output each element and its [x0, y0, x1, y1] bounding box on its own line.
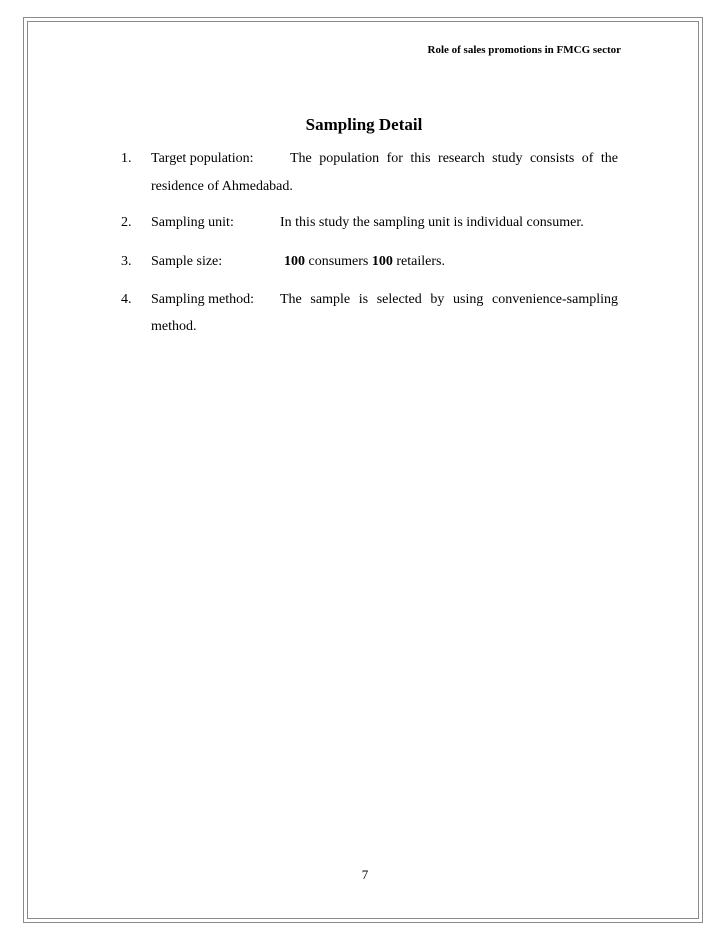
item-3-text: [284, 253, 445, 270]
item-3-label: Sample size:: [151, 254, 223, 269]
item-1-text-line1: The population for this research study consists of the: [290, 151, 618, 166]
section-title-text: Sampling Detail: [305, 115, 423, 134]
item-3-value-retailers: 100: [371, 254, 393, 269]
item-1-text-line2: residence of Ahmedabad.: [151, 179, 293, 194]
item-2-text: In this study the sampling unit is individual consumer.: [280, 215, 584, 230]
item-4-label: Sampling method:: [151, 292, 255, 307]
item-4-text-line1: The sample is selected by using convenience-sampling: [280, 292, 618, 307]
running-header: Role of sales promotions in FMCG sector: [427, 44, 621, 56]
item-2-number: 2.: [121, 215, 132, 230]
section-title: [0, 115, 728, 135]
item-2-label: Sampling unit:: [151, 215, 234, 230]
item-1-label: Target population:: [151, 151, 254, 166]
item-4-text-line2: method.: [151, 319, 197, 334]
item-1-number: 1.: [121, 151, 132, 166]
item-3-text-consumers: consumers: [308, 254, 369, 269]
item-4-number: 4.: [121, 292, 132, 307]
page-number-text: 7: [361, 867, 369, 882]
item-3-value-consumers: 100: [284, 254, 305, 269]
page-number: [0, 867, 728, 883]
item-3-text-retailers: retailers.: [396, 254, 445, 269]
item-3-number: 3.: [121, 254, 132, 269]
